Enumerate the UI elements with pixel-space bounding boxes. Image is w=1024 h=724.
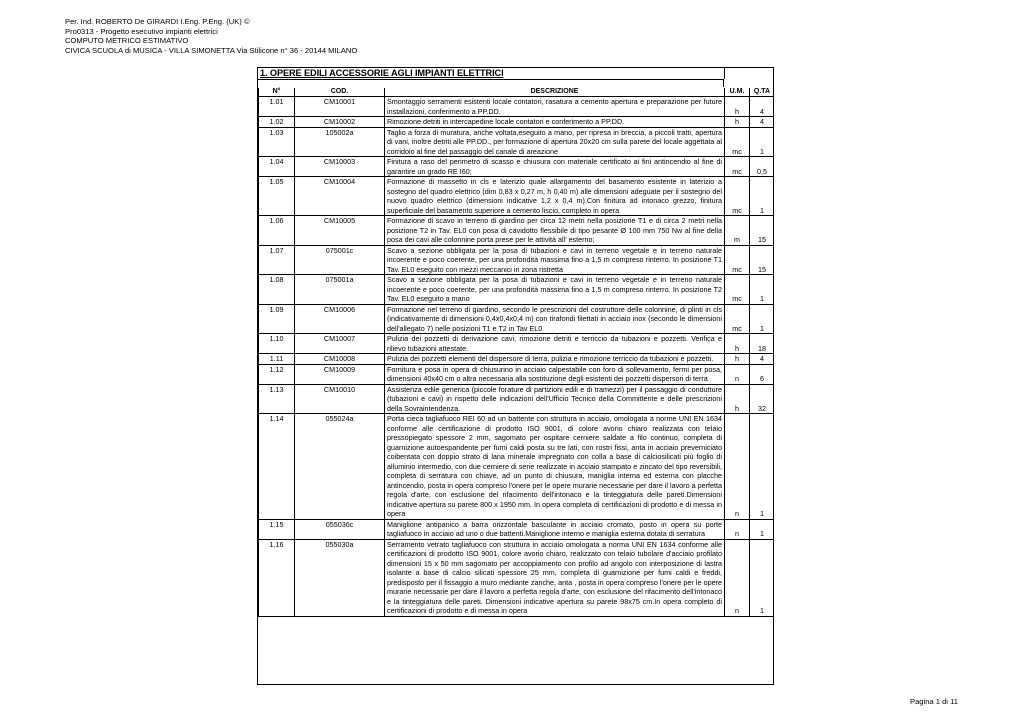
cell-qta: 1: [750, 539, 775, 616]
cell-cod: 075001c: [295, 245, 385, 275]
cell-num: 1.13: [259, 384, 295, 414]
cell-desc: Smontaggio serramenti esistenti locale contatori, rasatura a cemento apertura e preparazione per future installazioni, conferimento a PP.DD.: [385, 97, 725, 117]
cell-num: 1.15: [259, 519, 295, 539]
table-row: [259, 539, 775, 616]
cell-num: 1.08: [259, 275, 295, 305]
cell-cod: CM10007: [295, 334, 385, 354]
cell-qta: 32: [750, 384, 775, 414]
cell-cod: CM10009: [295, 364, 385, 384]
col-header-qta: Q.TA: [750, 88, 775, 97]
cell-cod: CM10002: [295, 117, 385, 128]
cell-num: 1.10: [259, 334, 295, 354]
cell-num: 1.01: [259, 97, 295, 117]
section-title-row: [258, 68, 725, 79]
cell-um: mc: [725, 157, 750, 177]
cell-um: mc: [725, 127, 750, 157]
cell-um: m: [725, 216, 750, 246]
cell-cod: CM10004: [295, 177, 385, 216]
cell-um: mc: [725, 177, 750, 216]
cell-cod: 055030a: [295, 539, 385, 616]
cell-num: 1.03: [259, 127, 295, 157]
estimate-sheet: [257, 67, 774, 685]
items-table: [258, 88, 774, 617]
table-row: [259, 216, 775, 246]
table-row: [259, 157, 775, 177]
table-row: [259, 275, 775, 305]
cell-desc: Formazione di scavo in terreno di giardino per circa 12 metri nella posizione T1 e di circa 2 metri nella posizione T2 in Tav. EL0 con posa di cavidotto flessibile di tipo pesante Ø 100 mm 750 Nw al fine della posa dei cavi alle colonnine porta prese per le attività all' esterno;: [385, 216, 725, 246]
cell-um: h: [725, 354, 750, 365]
table-row: [259, 127, 775, 157]
cell-num: 1.11: [259, 354, 295, 365]
cell-desc: Formazione nel terreno di giardino, secondo le prescrizioni del costruttore delle colonnine, di plinti in cls (indicativamente di dimensioni 0,4x0,4x0,4 m) con tirafondi filettati in acciaio inox (secondo le dimensioni dell'allegato 7) nelle posizioni T1 e T2 in Tav EL0: [385, 304, 725, 334]
document-header: [65, 17, 357, 55]
cell-qta: 1: [750, 275, 775, 305]
cell-qta: 1: [750, 177, 775, 216]
col-header-cod: COD.: [295, 88, 385, 97]
cell-num: 1.09: [259, 304, 295, 334]
cell-desc: Assistenza edile generica (piccole forature di partizioni edili e di tramezzi) per il passaggio di condutture (tubazioni e cavi) in rispetto delle indicazioni dell'Ufficio Tecnico della Committente e delle prescrizioni della Sovraintendenza.: [385, 384, 725, 414]
cell-num: 1.07: [259, 245, 295, 275]
cell-num: 1.16: [259, 539, 295, 616]
author-line: Per. Ind. ROBERTO De GIRARDI I.Eng. P.Eng. (UK) ©: [65, 17, 250, 26]
cell-desc: Scavo a sezione obbligata per la posa di tubazioni e cavi in terreno vegetale e in terreno naturale incoerente e poco coerente, per una profondità massima fino a 1,5 m compreso rinterro. In posizione T1 Tav. EL0 eseguito con mezzi meccanici in zona ristretta: [385, 245, 725, 275]
cell-desc: Pulizia dei pozzetti di derivazione cavi, rimozione detriti e terriccio da tubazioni e pozzetti. Verifica e rilievo tubazioni attestate.: [385, 334, 725, 354]
table-row: [259, 354, 775, 365]
spacer-row: [258, 79, 724, 87]
cell-desc: Pulizia dei pozzetti elementi del dispersore di terra, pulizia e rimozione terriccio da tubazioni e pozzetti.: [385, 354, 725, 365]
cell-cod: 105002a: [295, 127, 385, 157]
cell-desc: Rimozione detriti in intercapedine locale contatori e conferimento a PP.DD.: [385, 117, 725, 128]
cell-desc: Formazione di massetto in cls e laterizio quale allargamento del basamento esistente in laterizio a sostegno del quadro elettrico (dim 0,83 x 0,27 m, h 0,40 m) alle dimensioni adeguate per il sostegno del nuovo quadro elettrico (dimensioni indicative 1,2 x 0,4 m).Con finitura ad intonaco grezzo, finitura superficiale del basamento superiore a cemento liscio, completo in opera: [385, 177, 725, 216]
cell-um: n: [725, 364, 750, 384]
cell-num: 1.05: [259, 177, 295, 216]
cell-qta: 4: [750, 117, 775, 128]
table-header-row: [259, 88, 775, 97]
cell-desc: Scavo a sezione obbligata per la posa di tubazioni e cavi in terreno vegetale e in terreno naturale incoerente e poco coerente, per una profondità massima fino a 1,5 m compreso rinterro. In posizione T2 Tav. EL0 eseguito a mano: [385, 275, 725, 305]
cell-um: n: [725, 519, 750, 539]
cell-qta: 4: [750, 97, 775, 117]
cell-num: 1.12: [259, 364, 295, 384]
cell-cod: CM10010: [295, 384, 385, 414]
document-type-line: COMPUTO METRICO ESTIMATIVO: [65, 36, 189, 46]
cell-um: n: [725, 539, 750, 616]
table-row: [259, 384, 775, 414]
project-line: Pro0313 - Progetto esecutivo impianti elettrici: [65, 26, 218, 36]
table-row: [259, 334, 775, 354]
table-row: [259, 304, 775, 334]
cell-num: 1.04: [259, 157, 295, 177]
cell-cod: 055024a: [295, 414, 385, 520]
table-row: [259, 245, 775, 275]
table-row: [259, 519, 775, 539]
cell-qta: 0,5: [750, 157, 775, 177]
cell-num: 1.02: [259, 117, 295, 128]
cell-desc: Finitura a raso del perimetro di scasso e chiusura con materiale certificato ai fini antincendio al fine di garantire un grado RE I60;: [385, 157, 725, 177]
cell-um: n: [725, 414, 750, 520]
cell-um: h: [725, 97, 750, 117]
table-row: [259, 414, 775, 520]
col-header-um: U.M.: [725, 88, 750, 97]
cell-qta: 1: [750, 127, 775, 157]
col-header-desc: DESCRIZIONE: [385, 88, 725, 97]
cell-desc: Maniglione antipanico a barra orizzontale basculante in acciaio cromato, posto in opera su porte tagliafuoco in acciaio ad uno o due battenti.Maniglione interno e maniglia esterna dotata di serratura: [385, 519, 725, 539]
cell-qta: 1: [750, 519, 775, 539]
cell-desc: Taglio a forza di muratura, anche voltata,eseguito a mano, per ripresa in breccia, a piccoli tratti, apertura di vani, inoltre detriti alle PP.DD., per formazione di apertura 20x20 cm sulla parete del locale aggettata al corridoio al fine del passaggio del canale di areazione: [385, 127, 725, 157]
cell-cod: CM10003: [295, 157, 385, 177]
col-header-num: N°: [259, 88, 295, 97]
cell-qta: 1: [750, 414, 775, 520]
cell-um: mc: [725, 304, 750, 334]
cell-um: h: [725, 117, 750, 128]
cell-um: h: [725, 334, 750, 354]
cell-um: mc: [725, 245, 750, 275]
page-indicator: Pagina 1 di 11: [910, 697, 958, 706]
cell-cod: CM10006: [295, 304, 385, 334]
cell-um: mc: [725, 275, 750, 305]
cell-desc: Porta cieca tagliafuoco REI 60 ad un battente con struttura in acciaio, omologata a norme UNI EN 1634 conforme alle certificazione di prodotto ISO 9001, di colore avorio chiaro realizzata con telaio pressopiegato spessore 2 mm, sagomato per ospitare cerniere saldate a filo continuo, completa di guarnizione autoespandente per fumi caldi posta su tre lati, con rostri fissi, anta in acciaio preverniciato coibentata con doppio strato di lana minerale impregnato con colla a base di calciosilicati più foglio di alluminio intermedio, con due cerniere di serie realizzate in acciaio stampato e zincato del tipo reversibili, completa di serratura con chiave, ad un punto di chiusura, maniglia interna ed esterna con placche antincendio, posta in opera compreso l'onere per le opere murarie necessarie per dare il lavoro a perfetta regola d'arte, con esclusione del rifacimento dell'intonaco e la tinteggiatura delle pareti.Dimensioni indicative apertura su parete 800 x 1950 mm. In opera completa di certificazioni di prodotto e di messa in opera: [385, 414, 725, 520]
cell-desc: Serramento vetrato tagliafuoco con struttura in acciaio omologata a norma UNI EN 1634 conforme alle certificazioni di prodotto ISO 9001, colore avorio chiaro, realizzato con telaio tubolare d'acciaio profilato dimensioni 15 x 50 mm sagomato per accoppiamento con profilo ad angolo con interposizione di lastra isolante a base di calcio silicati spessore 25 mm, completa di guarnizione per fumi caldi e freddi, predisposto per il fissaggio a muro mediante zanche, anta , posta in opera compreso l'onere per le opere murarie necessarie per dare il lavoro a perfetta regola d'arte, con esclusione del rifacimento dell'intonaco e la tinteggiatura delle pareti. Dimensioni indicative apertura su parete 98x75 cm.In opera completo di certificazioni di prodotto e di messa in opera: [385, 539, 725, 616]
cell-qta: 1: [750, 304, 775, 334]
cell-qta: 18: [750, 334, 775, 354]
cell-qta: 6: [750, 364, 775, 384]
cell-cod: CM10001: [295, 97, 385, 117]
cell-um: h: [725, 384, 750, 414]
cell-desc: Fornitura e posa in opera di chiusurino in acciaio calpestabile con foro di sollevamento, fermi per posa, dimensioni 40x40 cm o altra necessaria alla sostituzione degli esistenti dei pozzetti dispersori di terra: [385, 364, 725, 384]
cell-num: 1.14: [259, 414, 295, 520]
cell-num: 1.06: [259, 216, 295, 246]
cell-cod: CM10008: [295, 354, 385, 365]
table-row: [259, 177, 775, 216]
cell-cod: 075001a: [295, 275, 385, 305]
table-row: [259, 97, 775, 117]
cell-cod: CM10005: [295, 216, 385, 246]
cell-qta: 4: [750, 354, 775, 365]
cell-qta: 15: [750, 245, 775, 275]
section-title: 1. OPERE EDILI ACCESSORIE AGLI IMPIANTI ELETTRICI: [260, 68, 504, 78]
cell-cod: 055036c: [295, 519, 385, 539]
table-row: [259, 364, 775, 384]
cell-qta: 15: [750, 216, 775, 246]
site-line: CIVICA SCUOLA di MUSICA - VILLA SIMONETTA Via Stilicone n° 36 - 20144 MILANO: [65, 45, 358, 55]
table-row: [259, 117, 775, 128]
